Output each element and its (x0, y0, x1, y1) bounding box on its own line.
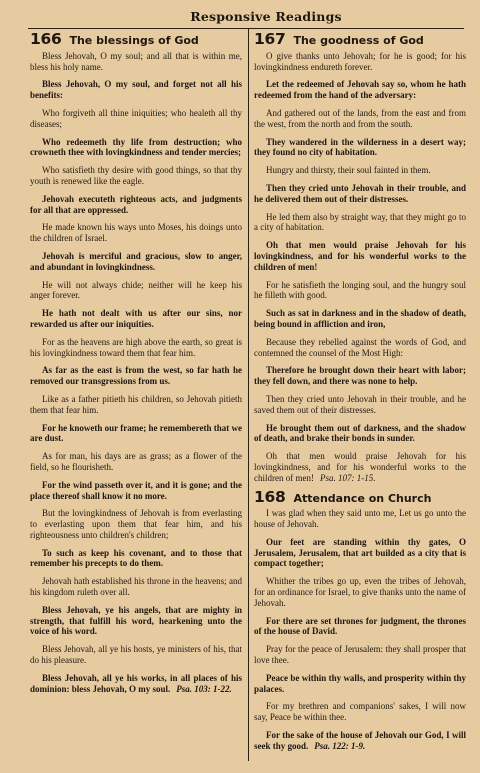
verse-text: Bless Jehovah, ye his angels, that are mighty in strength, that fulfill his word, hearkening unto the voice of his word. (30, 604, 242, 637)
verse (254, 79, 466, 101)
verse (254, 280, 466, 302)
verse (30, 644, 242, 666)
running-head: Responsive Readings (190, 9, 342, 24)
reading-number: 168 (254, 487, 286, 506)
verse-text: Then they cried unto Jehovah in their trouble, and he delivered them out of their distresses. (254, 182, 466, 204)
verse-text: Jehovah hath established his throne in the heavens; and his kingdom ruleth over all. (30, 576, 242, 598)
reading-header-168 (254, 487, 466, 506)
verse (254, 394, 466, 416)
verse (254, 212, 466, 234)
column-divider (248, 28, 249, 761)
verse-text: He hath not dealt with us after our sins, nor rewarded us after our iniquities. (30, 308, 242, 329)
verse-text: Whither the tribes go up, even the tribes of Jehovah, for an ordinance for Israel, to give thanks unto the name of Jehovah. (254, 576, 466, 608)
verse (30, 51, 242, 73)
scripture-citation: Psa. 103: 1-22. (176, 683, 232, 694)
reading-title: The goodness of God (293, 34, 424, 47)
reading-number: 167 (254, 30, 286, 48)
verse-text: For he satisfieth the longing soul, and the hungry soul he filleth with good. (254, 279, 466, 301)
left-column (30, 30, 242, 701)
verse (30, 451, 242, 473)
reading-title: Attendance on Church (293, 491, 432, 505)
verse (30, 251, 242, 273)
reading-title: The blessings of God (69, 34, 199, 47)
verse-text: O give thanks unto Jehovah; for he is good; for his lovingkindness endureth forever. (254, 50, 466, 72)
verse-text: Jehovah is merciful and gracious, slow to anger, and abundant in lovingkindness. (30, 250, 242, 272)
reading-header-166 (30, 30, 242, 48)
verse-text: For he knoweth our frame; he remembereth that we are dust. (30, 422, 242, 444)
verse-text: Our feet are standing within thy gates, O Jerusalem, Jerusalem, that art builded as a city that is compact together; (254, 536, 466, 569)
verse (30, 423, 242, 445)
verse (30, 137, 242, 159)
scripture-citation: Psa. 122: 1-9. (314, 740, 366, 751)
verse (254, 616, 466, 638)
verse (254, 308, 466, 330)
verse-text: Therefore he brought down their heart with labor; they fell down, and there was none to help. (254, 365, 466, 387)
verse (30, 108, 242, 130)
verse-text: Let the redeemed of Jehovah say so, whom he hath redeemed from the hand of the adversary: (254, 79, 466, 101)
verse (254, 730, 466, 752)
reading-verses (254, 51, 466, 484)
header-rule (28, 28, 464, 29)
verse (254, 537, 466, 569)
reading-number: 166 (30, 30, 62, 48)
verse-text: Peace be within thy walls, and prosperity within thy palaces. (254, 672, 466, 694)
verse (30, 548, 242, 570)
verse (254, 108, 466, 130)
verse-text: For the wind passeth over it, and it is gone; and the place thereof shall know it no more. (30, 479, 242, 501)
verse (254, 183, 466, 205)
verse (30, 165, 242, 187)
verse-text: Oh that men would praise Jehovah for his lovingkindness, and for his wonderful works to the children of men! (254, 240, 466, 272)
reading-header-167 (254, 30, 466, 48)
verse-text: They wandered in the wilderness in a desert way; they found no city of habitation. (254, 136, 466, 158)
verse (254, 701, 466, 723)
right-column (254, 30, 466, 759)
verse-text: Such as sat in darkness and in the shadow of death, being bound in affliction and iron, (254, 308, 466, 329)
verse (30, 365, 242, 387)
verse (254, 337, 466, 359)
verse-text: Bless Jehovah, O my soul, and forget not all his benefits: (30, 79, 242, 101)
verse-text: Because they rebelled against the words of God, and contemned the counsel of the Most High: (254, 336, 466, 358)
verse-text: Jehovah executeth righteous acts, and judgments for all that are oppressed. (30, 193, 242, 215)
verse-text: But the lovingkindness of Jehovah is from everlasting to everlasting upon them that fear him, and his righteousness unto children's children; (30, 508, 242, 540)
verse (30, 79, 242, 101)
verse-text: Bless Jehovah, all ye his works, in all places of his dominion: bless Jehovah, O my soul. (30, 672, 242, 694)
verse (254, 365, 466, 387)
verse (254, 51, 466, 73)
verse-text: For the sake of the house of Jehovah our God, I will seek thy good. (254, 730, 466, 751)
verse-text: He led them also by straight way, that they might go to a city of habitation. (254, 211, 466, 233)
verse (30, 280, 242, 302)
verse (254, 165, 466, 176)
verse-text: Who forgiveth all thine iniquities; who healeth all thy diseases; (30, 107, 242, 129)
verse (30, 394, 242, 416)
reading-verses (254, 508, 466, 751)
verse (30, 337, 242, 359)
verse-text: As for man, his days are as grass; as a flower of the field, so he flourisheth. (30, 451, 242, 472)
verse (30, 194, 242, 216)
verse-text: Pray for the peace of Jerusalem: they shall prosper that love thee. (254, 644, 466, 666)
verse (30, 222, 242, 244)
verse-text: Bless Jehovah, all ye his hosts, ye ministers of his, that do his pleasure. (30, 644, 242, 666)
verse (254, 644, 466, 666)
verse (30, 508, 242, 540)
verse-text: He brought them out of darkness, and the shadow of death, and brake their bonds in sunder. (254, 422, 466, 444)
verse (254, 673, 466, 695)
verse (254, 508, 466, 530)
verse (30, 308, 242, 330)
verse-text: For my brethren and companions' sakes, I will now say, Peace be within thee. (254, 701, 466, 723)
verse (30, 673, 242, 695)
scripture-citation: Psa. 107: 1-15. (319, 472, 376, 483)
verse (30, 605, 242, 637)
verse-text: He will not always chide; neither will he keep his anger forever. (30, 279, 242, 301)
verse-text: Oh that men would praise Jehovah for his lovingkindness, and for his wonderful works to the children of men! (254, 451, 466, 483)
verse-text: And gathered out of the lands, from the east and from the west, from the north and from the south. (254, 107, 466, 129)
verse-text: Who redeemeth thy life from destruction; who crowneth thee with lovingkindness and tender mercies; (30, 136, 242, 158)
verse (254, 240, 466, 272)
verse-text: Then they cried unto Jehovah in their trouble, and he saved them out of their distresses. (254, 393, 466, 415)
verse-text: Hungry and thirsty, their soul fainted in them. (266, 165, 431, 176)
verse-text: To such as keep his covenant, and to those that remember his precepts to do them. (30, 547, 242, 569)
verse (254, 423, 466, 445)
reading-verses (30, 51, 242, 695)
verse-text: As far as the east is from the west, so far hath he removed our transgressions from us. (30, 365, 242, 387)
verse-text: He made known his ways unto Moses, his doings unto the children of Israel. (30, 222, 242, 244)
verse (254, 576, 466, 608)
verse-text: Bless Jehovah, O my soul; and all that is within me, bless his holy name. (30, 50, 242, 72)
verse-text: For there are set thrones for judgment, the thrones of the house of David. (254, 615, 466, 637)
verse (30, 480, 242, 502)
verse-text: For as the heavens are high above the earth, so great is his lovingkindness toward them that fear him. (30, 336, 242, 358)
verse (254, 451, 466, 483)
verse-text: Like as a father pitieth his children, so Jehovah pitieth them that fear him. (30, 393, 242, 415)
verse-text: I was glad when they said unto me, Let us go unto the house of Jehovah. (254, 508, 466, 530)
verse (30, 576, 242, 598)
verse (254, 137, 466, 159)
verse-text: Who satisfieth thy desire with good things, so that thy youth is renewed like the eagle. (30, 165, 242, 186)
